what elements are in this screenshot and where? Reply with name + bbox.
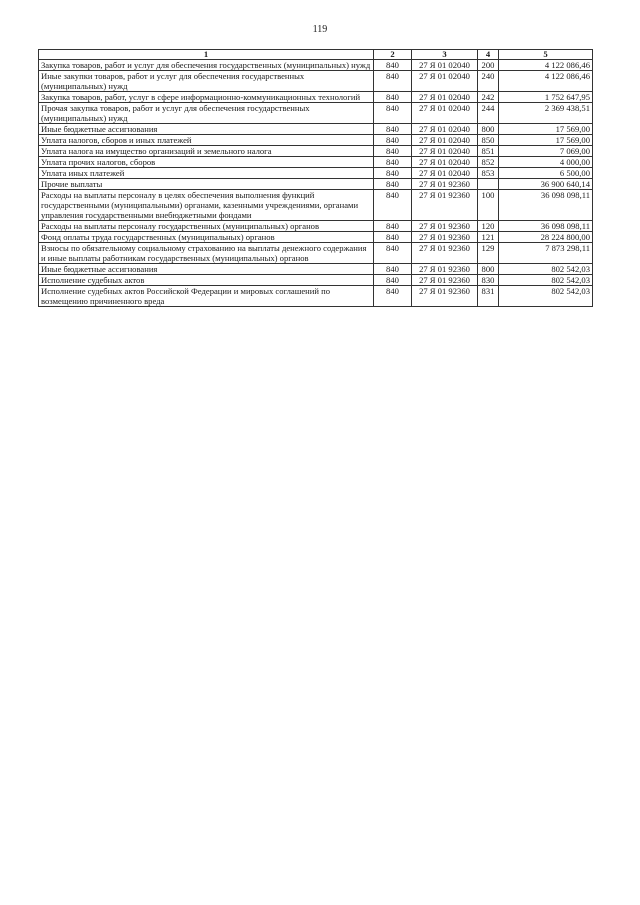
target-article-cell: 27 Я 01 02040	[412, 92, 478, 103]
name-cell: Исполнение судебных актов Российской Федерации и мировых соглашений по возмещению причиненного вреда	[39, 286, 374, 307]
amount-cell: 36 098 098,11	[499, 190, 593, 221]
table-row	[39, 179, 593, 190]
name-cell: Фонд оплаты труда государственных (муниципальных) органов	[39, 232, 374, 243]
target-article-cell: 27 Я 01 02040	[412, 103, 478, 124]
target-article-cell: 27 Я 01 92360	[412, 179, 478, 190]
amount-cell: 4 122 086,46	[499, 60, 593, 71]
name-cell: Уплата иных платежей	[39, 168, 374, 179]
department-code-cell: 840	[374, 221, 412, 232]
table-row	[39, 190, 593, 221]
name-cell: Расходы на выплаты персоналу в целях обеспечения выполнения функций государственными (муниципальными) органами, казенными учреждениями, органами управления государственными внебюджетными фондами	[39, 190, 374, 221]
target-article-cell: 27 Я 01 02040	[412, 146, 478, 157]
table-row	[39, 286, 593, 307]
amount-cell: 802 542,03	[499, 264, 593, 275]
table-row	[39, 92, 593, 103]
name-cell: Исполнение судебных актов	[39, 275, 374, 286]
department-code-cell: 840	[374, 264, 412, 275]
department-code-cell: 840	[374, 232, 412, 243]
table-row	[39, 275, 593, 286]
department-code-cell: 840	[374, 275, 412, 286]
department-code-cell: 840	[374, 92, 412, 103]
table-row	[39, 168, 593, 179]
column-header-expense-type: 4	[478, 50, 499, 60]
name-cell: Иные бюджетные ассигнования	[39, 124, 374, 135]
department-code-cell: 840	[374, 157, 412, 168]
column-header-target-article: 3	[412, 50, 478, 60]
expense-type-cell: 244	[478, 103, 499, 124]
target-article-cell: 27 Я 01 92360	[412, 232, 478, 243]
target-article-cell: 27 Я 01 02040	[412, 71, 478, 92]
name-cell: Закупка товаров, работ, услуг в сфере информационно-коммуникационных технологий	[39, 92, 374, 103]
expense-type-cell: 242	[478, 92, 499, 103]
name-cell: Уплата прочих налогов, сборов	[39, 157, 374, 168]
department-code-cell: 840	[374, 179, 412, 190]
target-article-cell: 27 Я 01 02040	[412, 157, 478, 168]
expense-type-cell: 850	[478, 135, 499, 146]
table-row	[39, 157, 593, 168]
table-row	[39, 60, 593, 71]
amount-cell: 7 069,00	[499, 146, 593, 157]
amount-cell: 2 369 438,51	[499, 103, 593, 124]
table-header-row	[39, 50, 593, 60]
expense-type-cell: 831	[478, 286, 499, 307]
department-code-cell: 840	[374, 190, 412, 221]
amount-cell: 36 900 640,14	[499, 179, 593, 190]
amount-cell: 7 873 298,11	[499, 243, 593, 264]
department-code-cell: 840	[374, 71, 412, 92]
name-cell: Закупка товаров, работ и услуг для обеспечения государственных (муниципальных) нужд	[39, 60, 374, 71]
target-article-cell: 27 Я 01 02040	[412, 168, 478, 179]
expense-type-cell: 121	[478, 232, 499, 243]
table-row	[39, 146, 593, 157]
expense-type-cell: 853	[478, 168, 499, 179]
column-header-department: 2	[374, 50, 412, 60]
table-row	[39, 103, 593, 124]
expense-type-cell: 800	[478, 124, 499, 135]
expense-type-cell	[478, 179, 499, 190]
department-code-cell: 840	[374, 286, 412, 307]
department-code-cell: 840	[374, 135, 412, 146]
target-article-cell: 27 Я 01 02040	[412, 60, 478, 71]
amount-cell: 17 569,00	[499, 124, 593, 135]
amount-cell: 4 000,00	[499, 157, 593, 168]
expense-type-cell: 129	[478, 243, 499, 264]
target-article-cell: 27 Я 01 92360	[412, 275, 478, 286]
name-cell: Уплата налога на имущество организаций и земельного налога	[39, 146, 374, 157]
amount-cell: 36 098 098,11	[499, 221, 593, 232]
amount-cell: 802 542,03	[499, 275, 593, 286]
table-row	[39, 221, 593, 232]
budget-table	[38, 49, 593, 307]
expense-type-cell: 852	[478, 157, 499, 168]
expense-type-cell: 240	[478, 71, 499, 92]
expense-type-cell: 200	[478, 60, 499, 71]
amount-cell: 4 122 086,46	[499, 71, 593, 92]
department-code-cell: 840	[374, 103, 412, 124]
table-row	[39, 71, 593, 92]
amount-cell: 28 224 800,00	[499, 232, 593, 243]
name-cell: Расходы на выплаты персоналу государственных (муниципальных) органов	[39, 221, 374, 232]
amount-cell: 1 752 647,95	[499, 92, 593, 103]
table-row	[39, 232, 593, 243]
column-header-amount: 5	[499, 50, 593, 60]
expense-type-cell: 851	[478, 146, 499, 157]
department-code-cell: 840	[374, 243, 412, 264]
department-code-cell: 840	[374, 168, 412, 179]
expense-type-cell: 120	[478, 221, 499, 232]
target-article-cell: 27 Я 01 92360	[412, 243, 478, 264]
table-row	[39, 135, 593, 146]
target-article-cell: 27 Я 01 92360	[412, 286, 478, 307]
table-row	[39, 243, 593, 264]
table-row	[39, 264, 593, 275]
department-code-cell: 840	[374, 60, 412, 71]
name-cell: Иные бюджетные ассигнования	[39, 264, 374, 275]
table-row	[39, 124, 593, 135]
name-cell: Прочая закупка товаров, работ и услуг для обеспечения государственных (муниципальных) нужд	[39, 103, 374, 124]
amount-cell: 802 542,03	[499, 286, 593, 307]
page-number: 119	[312, 24, 328, 35]
table-body	[39, 60, 593, 307]
name-cell: Прочие выплаты	[39, 179, 374, 190]
amount-cell: 17 569,00	[499, 135, 593, 146]
target-article-cell: 27 Я 01 02040	[412, 124, 478, 135]
amount-cell: 6 500,00	[499, 168, 593, 179]
department-code-cell: 840	[374, 146, 412, 157]
target-article-cell: 27 Я 01 92360	[412, 190, 478, 221]
department-code-cell: 840	[374, 124, 412, 135]
expense-type-cell: 800	[478, 264, 499, 275]
target-article-cell: 27 Я 01 92360	[412, 221, 478, 232]
expense-type-cell: 100	[478, 190, 499, 221]
name-cell: Иные закупки товаров, работ и услуг для обеспечения государственных (муниципальных) нужд	[39, 71, 374, 92]
column-header-name: 1	[39, 50, 374, 60]
name-cell: Уплата налогов, сборов и иных платежей	[39, 135, 374, 146]
expense-type-cell: 830	[478, 275, 499, 286]
target-article-cell: 27 Я 01 92360	[412, 264, 478, 275]
target-article-cell: 27 Я 01 02040	[412, 135, 478, 146]
name-cell: Взносы по обязательному социальному страхованию на выплаты денежного содержания и иные выплаты работникам государственных (муниципальных) органов	[39, 243, 374, 264]
